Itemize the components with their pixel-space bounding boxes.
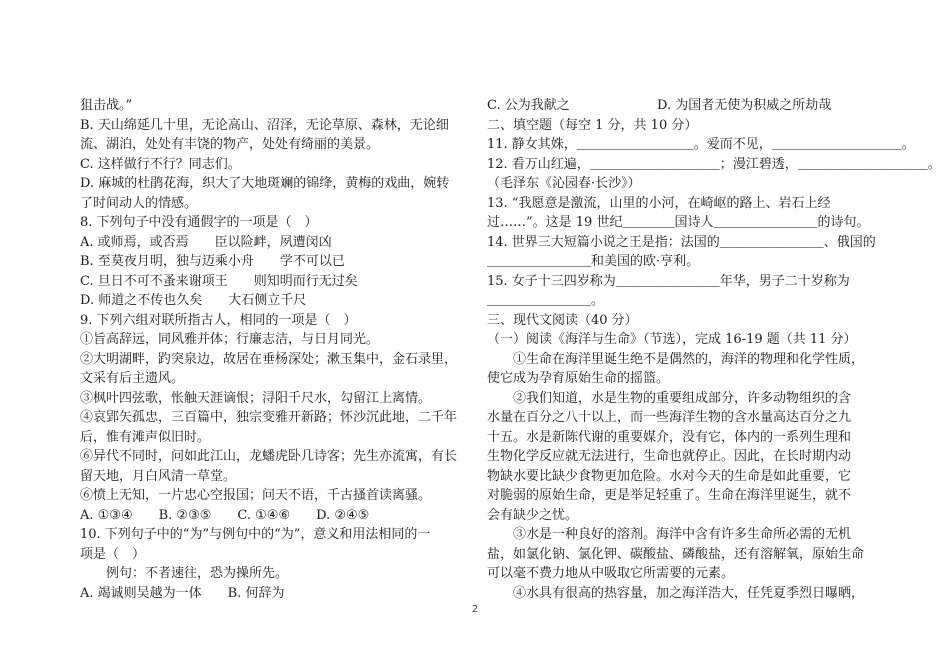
- question-14: 14. 世界三大短篇小说之王是指：法国的＿＿＿＿＿＿＿＿、俄国的: [487, 234, 876, 250]
- left-column: [80, 96, 475, 603]
- page-number: 2: [471, 604, 479, 615]
- paragraph-2-cont: 生物化学反应就无法进行，生命也就停止。因此，在长时期内动: [487, 449, 852, 464]
- paragraph-3-cont: 可以毫不费力地从中吸取它所需要的元素。: [487, 566, 735, 581]
- q10-example: 例句：不者速往，恐为操所先。: [106, 566, 289, 581]
- q10-options-cd: [487, 96, 882, 116]
- option-a: A. 或师焉，或否焉 臣以险衅，夙遭闵凶: [80, 234, 332, 250]
- question-13: 13. “我愿意是激流，山里的小河，在崎岖的路上、岩石上经: [487, 195, 831, 211]
- paragraph-3-cont: 盐，如氯化钠、氯化钾、碳酸盐、磷酸盐，还有溶解氧，原始生命: [487, 546, 865, 562]
- question-12: 12. 看万山红遍，＿＿＿＿＿＿＿＿＿＿；漫江碧透，＿＿＿＿＿＿＿＿＿＿。: [487, 156, 941, 172]
- couplet-2-cont: 文采有后主遗风。: [80, 371, 185, 386]
- paragraph-4: ④水具有很高的热容量，加之海洋浩大，任凭夏季烈日曝晒，: [513, 585, 865, 601]
- question-15: 15. 女子十三四岁称为＿＿＿＿＿＿＿＿年华，男子二十岁称为: [487, 273, 850, 289]
- q9-options: A. ①③④ B. ②③⑤ C. ①④⑥ D. ②④⑤: [80, 507, 370, 523]
- question-12-source: （毛泽东《沁园春·长沙》）: [487, 176, 641, 191]
- text-line: B. 天山绵延几十里，无论高山、沼泽，无论草原、森林，无论细: [80, 117, 449, 133]
- couplet-4: ④哀郢矢孤忠，三百篇中，独宗变雅开新路；怀沙沉此地，二千年: [80, 410, 458, 425]
- paragraph-2-cont: 物缺水要比缺少食物更加危险。水对今天的生命是如此重要，它: [487, 468, 852, 484]
- question-8: 8. 下列句子中没有通假字的一项是（ ）: [80, 215, 318, 230]
- q10-options-ab: A. 竭诚则吴越为一体 B. 何辞为: [80, 585, 285, 601]
- text-line: 狙击战。”: [80, 98, 133, 113]
- couplet-5: ⑥异代不同时，问如此江山，龙蟠虎卧几诗客；先生亦流寓，有长: [80, 449, 458, 464]
- right-column: [487, 96, 941, 603]
- paragraph-3: ③水是一种良好的溶剂。海洋中含有许多生命所必需的无机: [513, 527, 852, 542]
- paragraph-2-cont: 十五。水是新陈代谢的重要媒介，没有它，体内的一系列生理和: [487, 429, 852, 445]
- section-heading: 二、填空题（每空 1 分，共 10 分）: [487, 117, 698, 133]
- question-10-cont: 项是（ ）: [80, 546, 146, 562]
- option-b: B. 至莫夜月明，独与迈乘小舟 学不可以已: [80, 254, 345, 269]
- question-10: 10. 下列句子中的“为”与例句中的“为”，意义和用法相同的一: [80, 527, 431, 542]
- text-line: 了时间动人的情感。: [80, 195, 198, 211]
- option-d: D. 为国者无使为积威之所劫哉: [657, 98, 832, 113]
- couplet-5-cont: 留天地，月白风清一草堂。: [80, 468, 237, 484]
- couplet-6: ⑥愤上无知，一片忠心空报国；问天不语，千古搔首读离骚。: [80, 488, 432, 503]
- paragraph-1-cont: 使它成为孕育原始生命的摇篮。: [487, 371, 670, 386]
- paragraph-2-cont: 会有缺少之忧。: [487, 507, 579, 523]
- text-line: C. 这样做行不行？同志们。: [80, 156, 241, 172]
- option-c: C. 公为我献之: [487, 98, 570, 113]
- reading-heading: （一）阅读《海洋与生命》（节选），完成 16-19 题（共 11 分）: [487, 332, 857, 347]
- section-heading: 三、现代文阅读（40 分）: [487, 312, 638, 328]
- question-9: 9. 下列六组对联所指古人，相同的一项是（ ）: [80, 312, 357, 328]
- paragraph-1: ①生命在海洋里诞生绝不是偶然的，海洋的物理和化学性质，: [513, 351, 865, 367]
- couplet-3: ③枫叶四弦歌，怅触天涯谪恨；浔阳千尺水，勾留江上离情。: [80, 390, 432, 406]
- couplet-2: ②大明湖畔，趵突泉边，故居在垂杨深处；漱玉集中，金石录里，: [80, 351, 458, 367]
- couplet-1: ①旨高辞远，同风雅并体；行廉志洁，与日月同光。: [80, 332, 380, 347]
- question-13-cont: 过……”。这是 19 世纪＿＿＿＿国诗人＿＿＿＿＿＿＿＿的诗句。: [487, 215, 870, 230]
- question-14-cont: ＿＿＿＿＿＿＿＿和美国的欧·亨利。: [487, 254, 700, 269]
- question-11: 11. 静女其姝，＿＿＿＿＿＿＿＿＿。爱而不见，＿＿＿＿＿＿＿＿＿＿。: [487, 137, 915, 152]
- paragraph-2: ②我们知道，水是生物的重要组成部分，许多动物组织的含: [513, 390, 852, 406]
- paragraph-2-cont: 水量在百分之八十以上，而一些海洋生物的含水量高达百分之九: [487, 410, 852, 425]
- text-line: 流、湖泊，处处有丰饶的物产，处处有绮丽的美景。: [80, 137, 380, 152]
- question-15-cont: ＿＿＿＿＿＿＿＿。: [487, 293, 605, 308]
- paragraph-2-cont: 对脆弱的原始生命，更是举足轻重了。生命在海洋里诞生，就不: [487, 488, 852, 503]
- option-c: C. 旦日不可不蚤来谢项王 则知明而行无过矣: [80, 273, 358, 289]
- text-line: D. 麻城的杜鹃花海，织大了大地斑斓的锦绛，黄梅的戏曲，婉转: [80, 176, 450, 191]
- option-d: D. 师道之不传也久矣 大石侧立千尺: [80, 293, 307, 308]
- couplet-4-cont: 后，惟有滩声似旧时。: [80, 429, 211, 445]
